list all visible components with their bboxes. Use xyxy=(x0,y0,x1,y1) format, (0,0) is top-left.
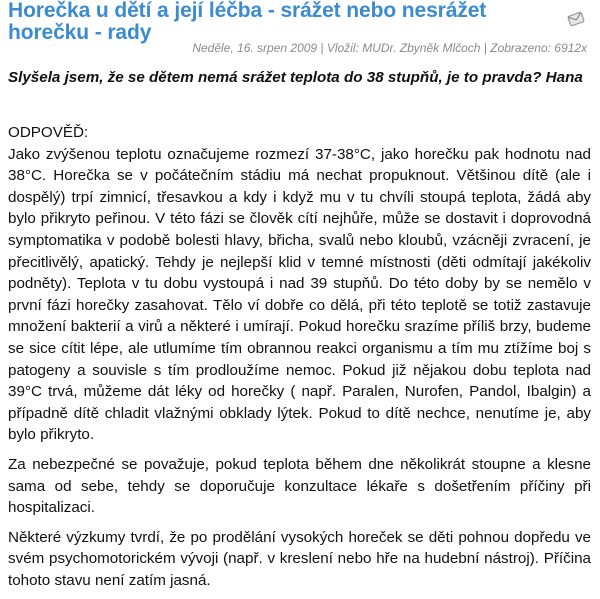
article-meta: Neděle, 16. srpen 2009 | Vložil: MUDr. Zbyněk Mlčoch | Zobrazeno: 6912x xyxy=(192,41,587,55)
answer-section xyxy=(8,122,591,599)
email-icon[interactable] xyxy=(567,10,585,28)
article-header xyxy=(8,0,548,44)
answer-paragraph: Některé výzkumy tvrdí, že po prodělání vysokých horeček se děti pohnou dopředu ve svém psychomotorickém vývoji (např. v kreslení nebo hře na hudební nástroj). Příčina tohoto stavu není zatím jasná. xyxy=(8,528,591,589)
answer-label: ODPOVĚĎ: xyxy=(8,124,89,141)
envelope-icon xyxy=(567,10,585,28)
answer-paragraph: Jako zvýšenou teplotu označujeme rozmezí 37-38°C, jako horečku pak hodnotu nad 38°C. Horečka se v počátečním stádiu má nechat propuknout. Většinou dítě (ale i dospělý) trpí zimnicí, třesavkou a kdy i když mu v tu chvíli stoupá teplota, žádá aby bylo přikryto peřinou. V této fázi se člověk cítí nejhůře, může se dostavit i doprovodná symptomatika v podobě bolesti hlavy, břicha, svalů nebo kloubů, vzácněji zvracení, je přecitlivělý, apatický. Tehdy je nejlepší klid v temné místnosti (děti odmítají jakékoliv podněty). Teplota v tu dobu vystoupá i nad 39 stupňů. Do této doby by se nemělo v první fázi horečky zasahovat. Tělo ví dobře co dělá, při této teplotě se totiž zastavuje množení bakterií a virů a některé i umírají. Pokud horečku srazíme příliš brzy, budeme se sice cítit lépe, ale utlumíme tím obrannou reakci organismu a tím mu ztížíme boj s patogeny a souvisle s tím prodloužíme nemoc. Pokud již nějakou dobu teplota nad 39°C trvá, můžeme dát léky od horečky ( např. Paralen, Nurofen, Pandol, Ibalgin) a případně dítě chladit vlažnými obklady lýtek. Pokud to dítě nechce, nenutíme je, aby bylo přikryto. xyxy=(8,145,591,444)
answer-paragraph: Za nebezpečné se považuje, pokud teplota během dne několikrát stoupne a klesne sama od sebe, tehdy se doporučuje konzultace lékaře s došetřením příčiny při hospitalizaci. xyxy=(8,455,591,517)
reader-question: Slyšela jsem, že se dětem nemá srážet teplota do 38 stupňů, je to pravda? Hana xyxy=(8,69,583,86)
article-title[interactable]: Horečka u dětí a její léčba - srážet nebo nesrážet horečku - rady xyxy=(8,0,487,44)
